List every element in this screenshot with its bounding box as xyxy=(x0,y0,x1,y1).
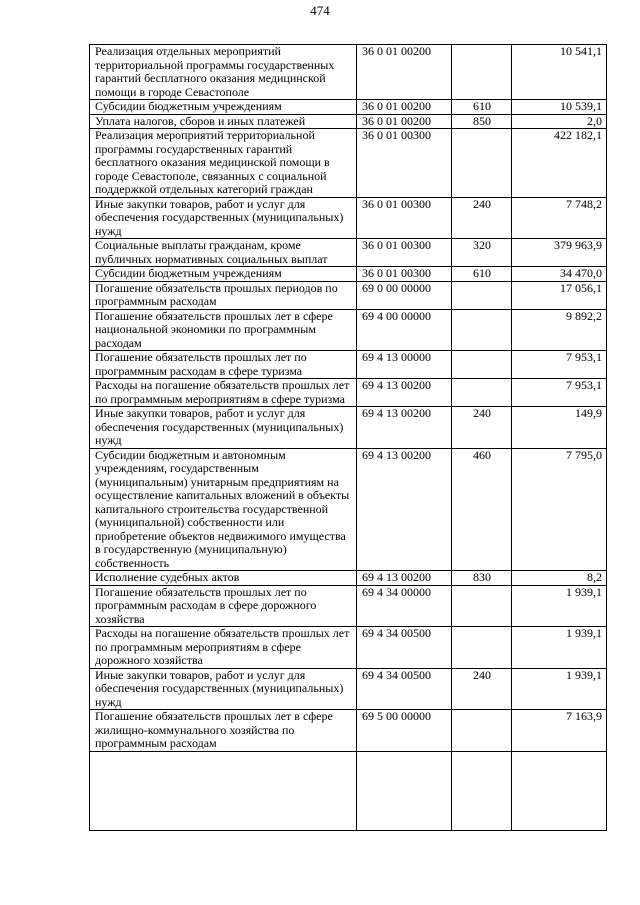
table-row xyxy=(90,407,607,449)
cell-name: Субсидии бюджетным и автономным учреждениям, государственным (муниципальным) унитарным предприятиям на осуществление капитальных вложений в объекты капитального строительства государственной (муниципальной) собственности или приобретение объектов недвижимого имущества в государственную (муниципальную) собственность xyxy=(90,448,357,571)
table-row xyxy=(90,197,607,239)
cell-type: 240 xyxy=(452,197,512,239)
cell-sum: 10 539,1 xyxy=(512,100,607,115)
cell-type: 240 xyxy=(452,407,512,449)
table-row xyxy=(90,710,607,752)
cell-type xyxy=(452,309,512,351)
table-row xyxy=(90,45,607,100)
table-row xyxy=(90,351,607,379)
budget-table-body xyxy=(90,45,607,831)
cell-type xyxy=(452,710,512,752)
cell-name: Субсидии бюджетным учреждениям xyxy=(90,100,357,115)
cell-type: 320 xyxy=(452,239,512,267)
cell-name: Реализация отдельных мероприятий территориальной программы государственных гарантий бесплатного оказания медицинской помощи в городе Севастополе xyxy=(90,45,357,100)
table-row xyxy=(90,379,607,407)
table-row xyxy=(90,627,607,669)
cell-code: 69 5 00 00000 xyxy=(357,710,452,752)
cell-sum: 149,9 xyxy=(512,407,607,449)
cell-sum: 7 795,0 xyxy=(512,448,607,571)
cell-type: 830 xyxy=(452,571,512,586)
cell-type: 610 xyxy=(452,100,512,115)
cell-sum: 422 182,1 xyxy=(512,129,607,198)
cell-sum: 7 748,2 xyxy=(512,197,607,239)
cell-code: 69 4 13 00200 xyxy=(357,407,452,449)
empty-cell xyxy=(90,751,357,830)
cell-sum: 379 963,9 xyxy=(512,239,607,267)
cell-sum: 8,2 xyxy=(512,571,607,586)
cell-type xyxy=(452,627,512,669)
table-row xyxy=(90,309,607,351)
cell-code: 69 4 34 00500 xyxy=(357,668,452,710)
cell-name: Погашение обязательств прошлых лет по программным расходам в сфере дорожного хозяйства xyxy=(90,585,357,627)
cell-sum: 7 953,1 xyxy=(512,351,607,379)
table-row xyxy=(90,114,607,129)
table-row xyxy=(90,239,607,267)
cell-type xyxy=(452,379,512,407)
cell-name: Уплата налогов, сборов и иных платежей xyxy=(90,114,357,129)
cell-name: Погашение обязательств прошлых лет в сфере национальной экономики по программным расходам xyxy=(90,309,357,351)
cell-code: 69 4 34 00500 xyxy=(357,627,452,669)
cell-code: 69 0 00 00000 xyxy=(357,281,452,309)
cell-name: Расходы на погашение обязательств прошлых лет по программным мероприятиям в сфере туризма xyxy=(90,379,357,407)
cell-code: 69 4 34 00000 xyxy=(357,585,452,627)
cell-type: 240 xyxy=(452,668,512,710)
table-row xyxy=(90,448,607,571)
cell-sum: 1 939,1 xyxy=(512,585,607,627)
cell-type xyxy=(452,129,512,198)
cell-type xyxy=(452,351,512,379)
empty-cell xyxy=(452,751,512,830)
cell-type: 850 xyxy=(452,114,512,129)
cell-code: 36 0 01 00300 xyxy=(357,267,452,282)
table-row xyxy=(90,100,607,115)
cell-code: 36 0 01 00300 xyxy=(357,197,452,239)
table-row xyxy=(90,267,607,282)
cell-sum: 1 939,1 xyxy=(512,627,607,669)
empty-cell xyxy=(357,751,452,830)
cell-code: 36 0 01 00200 xyxy=(357,45,452,100)
table-row xyxy=(90,129,607,198)
page-number: 474 xyxy=(310,3,330,18)
cell-name: Погашение обязательств прошлых периодов по программным расходам xyxy=(90,281,357,309)
cell-code: 69 4 13 00200 xyxy=(357,379,452,407)
cell-name: Субсидии бюджетным учреждениям xyxy=(90,267,357,282)
cell-name: Погашение обязательств прошлых лет по программным расходам в сфере туризма xyxy=(90,351,357,379)
cell-sum: 10 541,1 xyxy=(512,45,607,100)
cell-code: 69 4 00 00000 xyxy=(357,309,452,351)
cell-name: Погашение обязательств прошлых лет в сфере жилищно-коммунального хозяйства по программным расходам xyxy=(90,710,357,752)
table-row xyxy=(90,571,607,586)
cell-code: 69 4 13 00000 xyxy=(357,351,452,379)
cell-code: 69 4 13 00200 xyxy=(357,448,452,571)
table-row xyxy=(90,668,607,710)
cell-name: Исполнение судебных актов xyxy=(90,571,357,586)
cell-name: Расходы на погашение обязательств прошлых лет по программным мероприятиям в сфере дорожного хозяйства xyxy=(90,627,357,669)
cell-sum: 34 470,0 xyxy=(512,267,607,282)
cell-sum: 7 163,9 xyxy=(512,710,607,752)
cell-code: 36 0 01 00200 xyxy=(357,100,452,115)
cell-name: Иные закупки товаров, работ и услуг для обеспечения государственных (муниципальных) нужд xyxy=(90,407,357,449)
cell-name: Иные закупки товаров, работ и услуг для обеспечения государственных (муниципальных) нужд xyxy=(90,197,357,239)
table-row xyxy=(90,281,607,309)
cell-sum: 2,0 xyxy=(512,114,607,129)
cell-code: 36 0 01 00200 xyxy=(357,114,452,129)
budget-table xyxy=(89,44,607,831)
cell-type xyxy=(452,585,512,627)
cell-code: 36 0 01 00300 xyxy=(357,239,452,267)
cell-name: Иные закупки товаров, работ и услуг для обеспечения государственных (муниципальных) нужд xyxy=(90,668,357,710)
cell-sum: 7 953,1 xyxy=(512,379,607,407)
cell-name: Социальные выплаты гражданам, кроме публичных нормативных социальных выплат xyxy=(90,239,357,267)
cell-code: 69 4 13 00200 xyxy=(357,571,452,586)
cell-type: 610 xyxy=(452,267,512,282)
table-continuation xyxy=(90,751,607,830)
cell-type: 460 xyxy=(452,448,512,571)
cell-code: 36 0 01 00300 xyxy=(357,129,452,198)
cell-type xyxy=(452,45,512,100)
table-row xyxy=(90,585,607,627)
cell-sum: 9 892,2 xyxy=(512,309,607,351)
cell-sum: 17 056,1 xyxy=(512,281,607,309)
cell-type xyxy=(452,281,512,309)
cell-name: Реализация мероприятий территориальной программы государственных гарантий бесплатного оказания медицинской помощи в городе Севастополе, связанных с социальной поддержкой отдельных категорий граждан xyxy=(90,129,357,198)
cell-sum: 1 939,1 xyxy=(512,668,607,710)
empty-cell xyxy=(512,751,607,830)
